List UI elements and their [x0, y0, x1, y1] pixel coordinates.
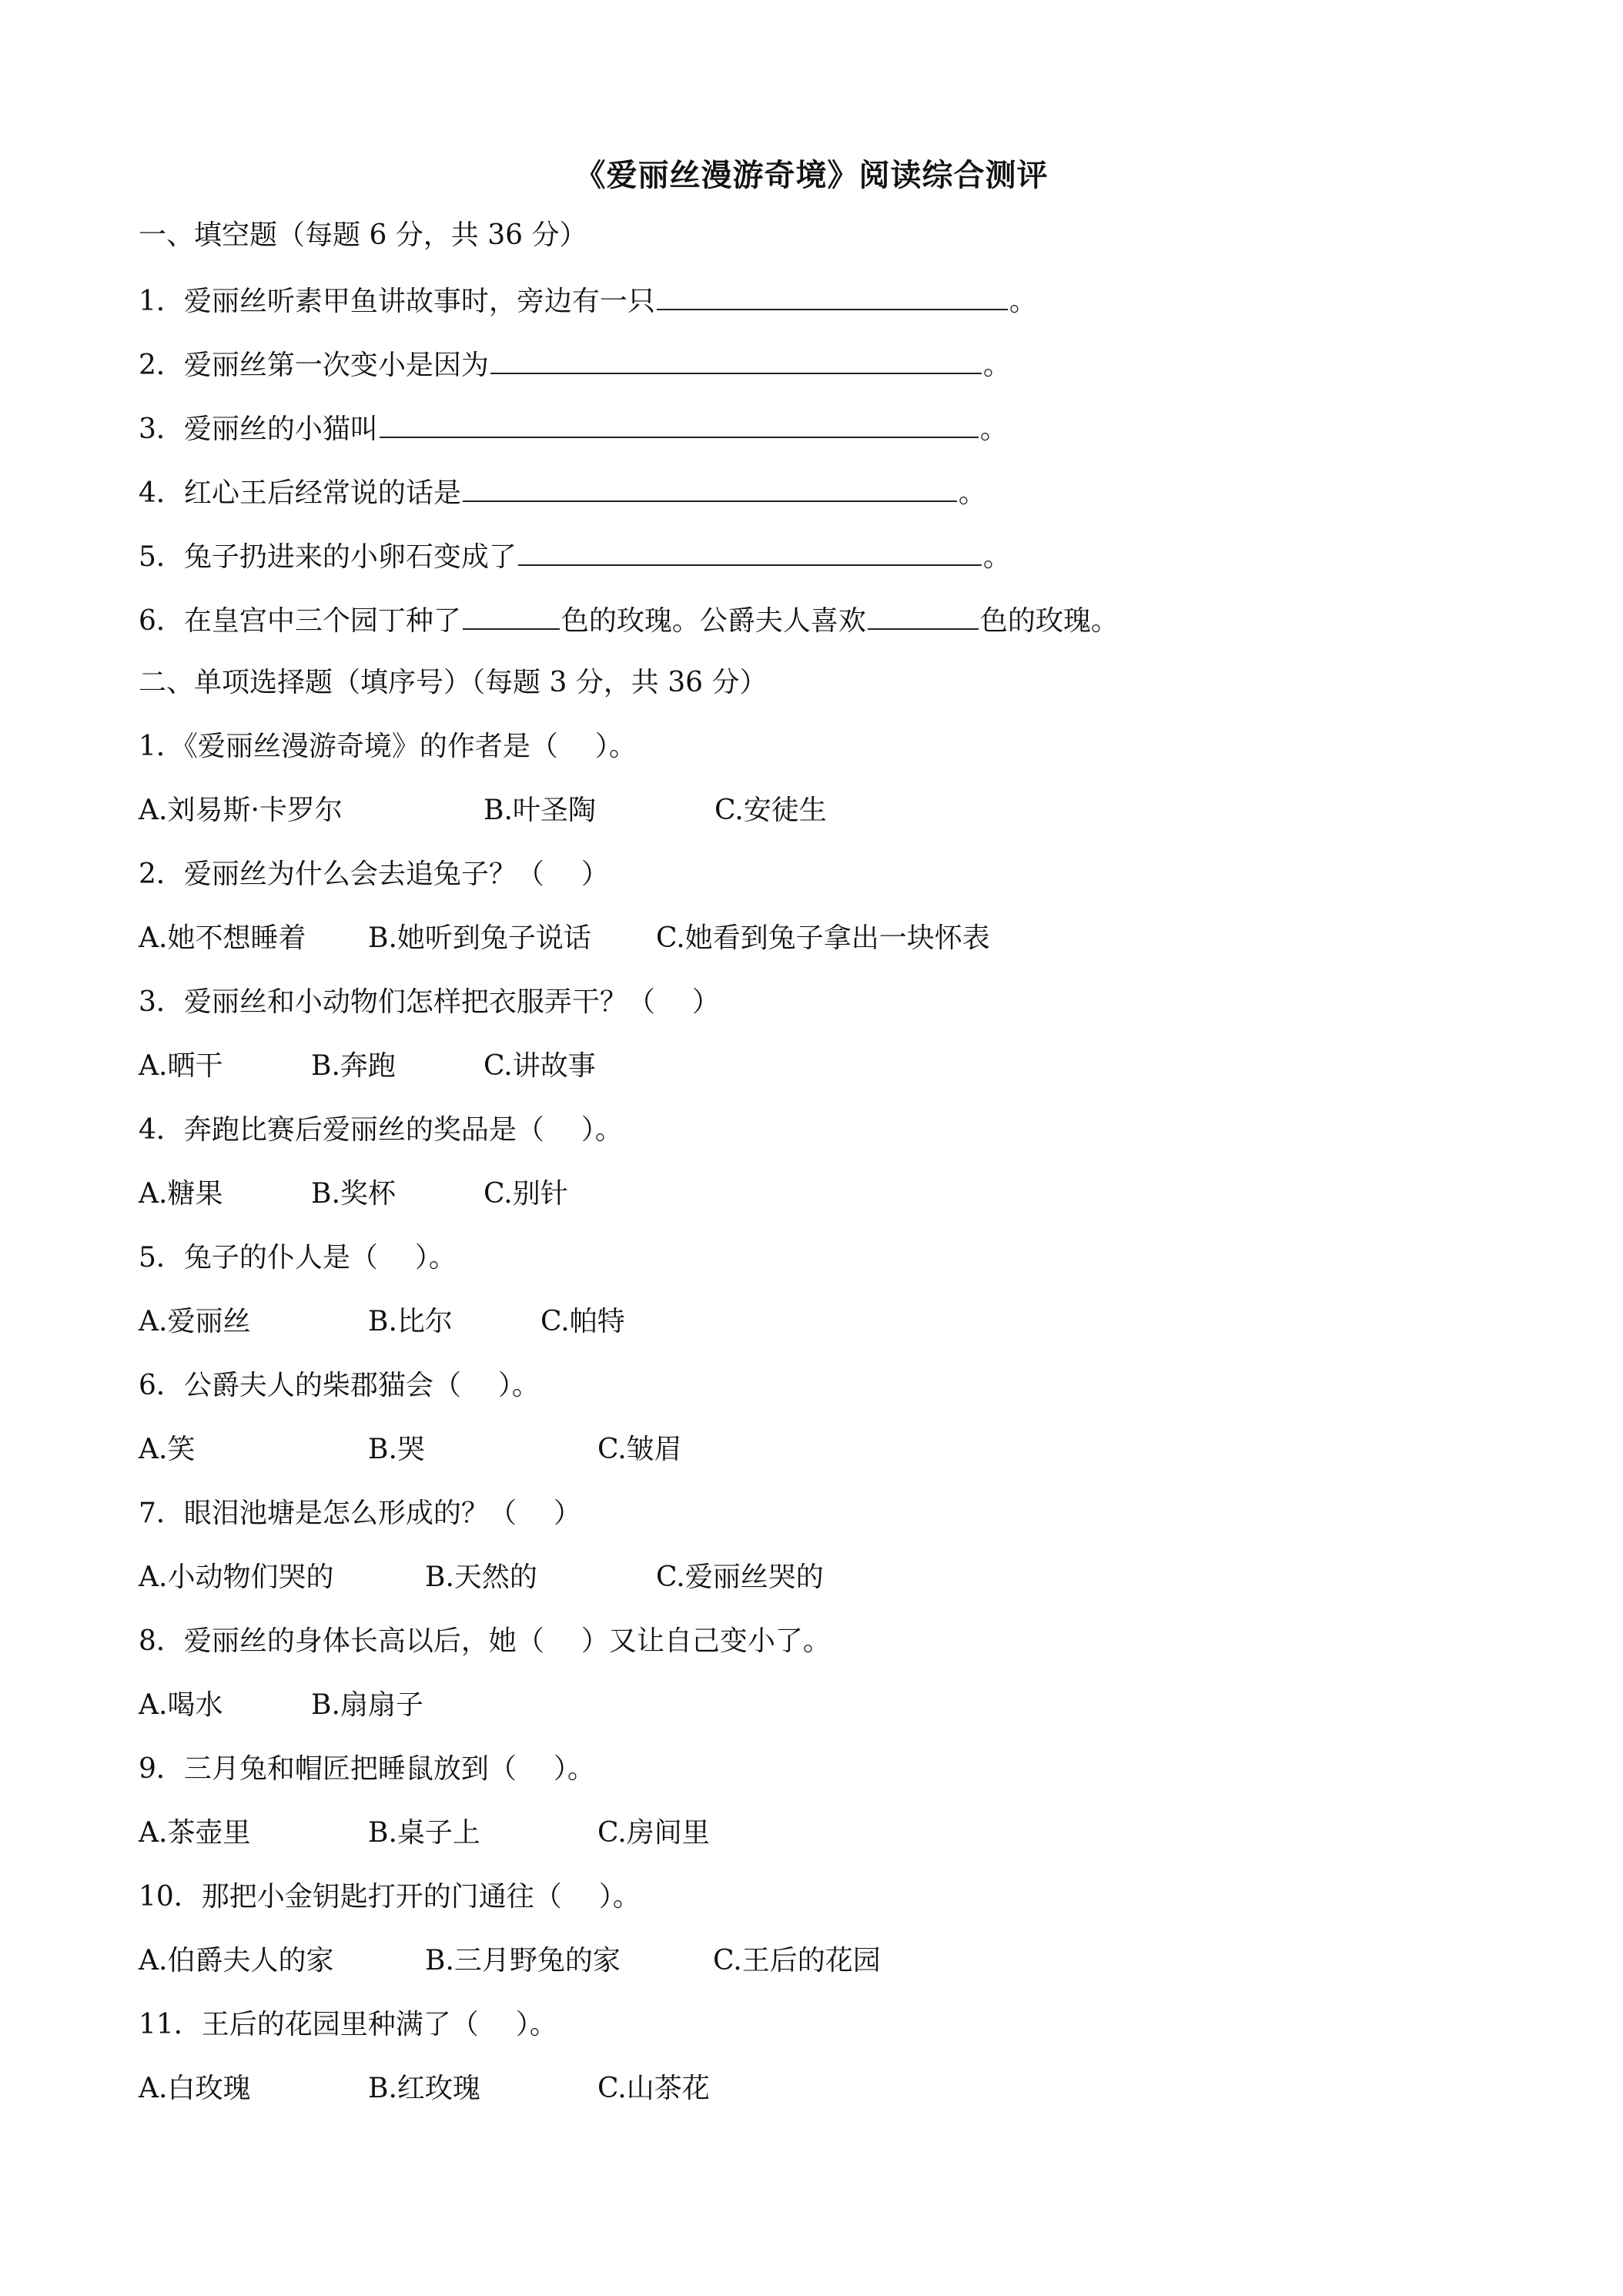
question-7: 7．眼泪池塘是怎么形成的？（ ）: [139, 1498, 581, 1529]
fill-item-3: 3．爱丽丝的小猫叫 。: [139, 409, 1008, 448]
answer-blank[interactable]: [463, 473, 957, 502]
fill-item-6: 6．在皇宫中三个园丁种了 色的玫瑰。公爵夫人喜欢 色的玫瑰。: [139, 601, 1119, 640]
question-3: 3．爱丽丝和小动物们怎样把衣服弄干？（ ）: [139, 986, 720, 1018]
question-9: 9．三月兔和帽匠把睡鼠放到（ ）。: [139, 1753, 595, 1785]
answer-blank[interactable]: [380, 409, 979, 438]
option-c: C.房间里: [597, 1817, 710, 1849]
option-b: B.桌子上: [368, 1817, 480, 1849]
option-c: C.讲故事: [484, 1050, 596, 1082]
answer-blank[interactable]: [490, 345, 982, 374]
option-a: A.茶壶里: [139, 1817, 251, 1849]
option-b: B.比尔: [368, 1306, 453, 1337]
section-1-heading: 一、填空题（每题 6 分，共 36 分）: [139, 219, 587, 251]
option-a: A.她不想睡着: [139, 922, 306, 954]
option-c: C.王后的花园: [713, 1945, 881, 1976]
page-title: 《爱丽丝漫游奇境》阅读综合测评: [574, 157, 1049, 193]
option-a: A.小动物们哭的: [139, 1561, 334, 1593]
option-b: B.天然的: [425, 1561, 537, 1593]
fill-item-4: 4．红心王后经常说的话是 。: [139, 473, 986, 512]
question-4: 4．奔跑比赛后爱丽丝的奖品是（ ）。: [139, 1114, 623, 1146]
section-2-heading: 二、单项选择题（填序号）（每题 3 分，共 36 分）: [139, 667, 768, 698]
fill-item-5: 5．兔子扔进来的小卵石变成了 。: [139, 537, 1011, 576]
option-c: C.帕特: [540, 1306, 625, 1337]
option-c: C.安徒生: [714, 795, 827, 826]
question-10: 10．那把小金钥匙打开的门通往（ ）。: [139, 1881, 641, 1913]
question-6: 6．公爵夫人的柴郡猫会（ ）。: [139, 1370, 540, 1401]
option-c: C.皱眉: [597, 1434, 682, 1465]
answer-blank[interactable]: [518, 537, 982, 566]
fill-item-1: 1．爱丽丝听素甲鱼讲故事时，旁边有一只 。: [139, 281, 1037, 320]
option-b: B.三月野兔的家: [425, 1945, 621, 1976]
option-a: A.笑: [139, 1434, 196, 1465]
question-2: 2．爱丽丝为什么会去追兔子？（ ）: [139, 858, 609, 890]
option-b: B.奖杯: [311, 1178, 396, 1210]
option-a: A.伯爵夫人的家: [139, 1945, 334, 1976]
answer-blank[interactable]: [463, 601, 560, 630]
option-b: B.叶圣陶: [484, 795, 596, 826]
option-b: B.扇扇子: [311, 1689, 423, 1721]
option-a: A.喝水: [139, 1689, 223, 1721]
answer-blank[interactable]: [868, 601, 979, 630]
option-a: A.晒干: [139, 1050, 223, 1082]
question-1: 1．《爱丽丝漫游奇境》的作者是（ ）。: [139, 731, 637, 762]
option-a: A.白玫瑰: [139, 2073, 251, 2104]
option-c: C.别针: [484, 1178, 568, 1210]
fill-item-2: 2．爱丽丝第一次变小是因为 。: [139, 345, 1011, 384]
option-c: C.爱丽丝哭的: [656, 1561, 824, 1593]
option-b: B.哭: [368, 1434, 425, 1465]
option-a: A.糖果: [139, 1178, 223, 1210]
question-11: 11．王后的花园里种满了（ ）。: [139, 2009, 557, 2040]
option-b: B.红玫瑰: [368, 2073, 480, 2104]
option-b: B.她听到兔子说话: [368, 922, 591, 954]
answer-blank[interactable]: [657, 281, 1008, 310]
option-b: B.奔跑: [311, 1050, 396, 1082]
option-c: C.她看到兔子拿出一块怀表: [656, 922, 990, 954]
question-5: 5．兔子的仆人是（ ）。: [139, 1242, 457, 1274]
option-a: A.刘易斯·卡罗尔: [139, 795, 343, 826]
question-8: 8．爱丽丝的身体长高以后，她（ ）又让自己变小了。: [139, 1625, 831, 1657]
option-a: A.爱丽丝: [139, 1306, 251, 1337]
option-c: C.山茶花: [597, 2073, 710, 2104]
